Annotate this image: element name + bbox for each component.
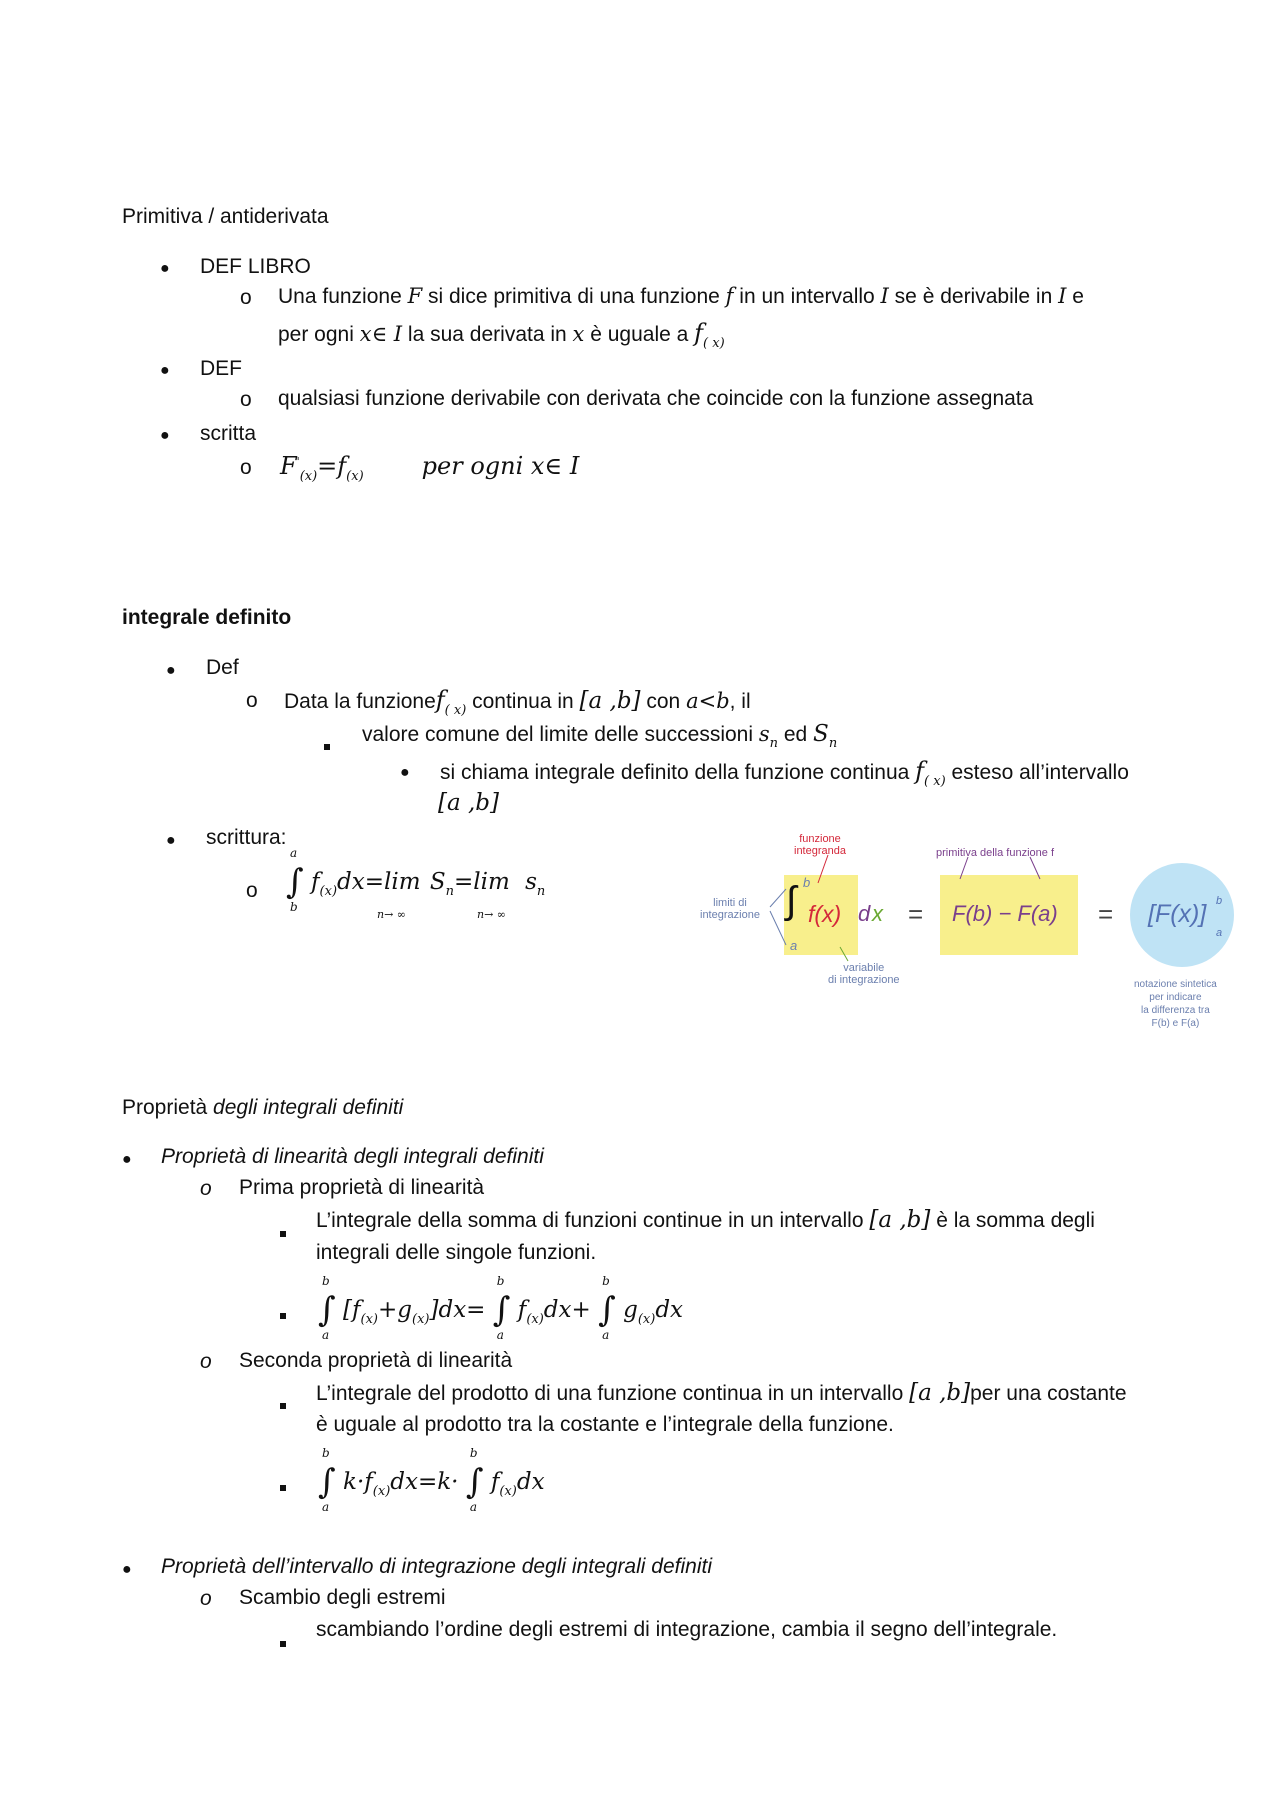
figure-equals-1: =: [908, 899, 924, 929]
linearita-formula-2: b ∫ a $k\cdot f_{(x)}dx=k\cdot$ b ∫ a $f_{(x)}dx$: [318, 1446, 545, 1514]
integral-notation-figure: [700, 835, 1240, 1035]
label-primitiva: primitiva della funzione f: [936, 847, 1055, 859]
bullet-icon: ●: [166, 662, 176, 679]
sub-bullet-icon: o: [200, 1177, 212, 1200]
sub-bullet-icon: o: [200, 1350, 212, 1373]
primitiva-formula: $F'_{(x)}=f_{(x)}$ per ogni x∈ I: [280, 452, 580, 484]
square-bullet-icon: [280, 1300, 286, 1325]
integral-sign: b ∫ a: [318, 1274, 336, 1342]
figure-integral-sign: ∫: [786, 880, 797, 922]
integral-sign: b ∫ a: [492, 1274, 511, 1342]
sub-bullet-icon: o: [246, 879, 258, 902]
prima-text-line2: integrali delle singole funzioni.: [316, 1241, 597, 1264]
bullet-icon: ●: [122, 1561, 132, 1578]
figure-d: d: [858, 901, 871, 926]
sub-bullet-icon: o: [240, 456, 252, 479]
integrale-def-line3: si chiama integrale definito della funzione continua $f_{( x)}$ esteso all’intervallo: [440, 757, 1129, 789]
integral-sign: a ∫ b: [286, 846, 304, 914]
integral-sign: b ∫ a: [318, 1446, 336, 1514]
def-libro-label: DEF LIBRO: [200, 255, 311, 278]
square-bullet-icon: [280, 1218, 286, 1243]
bullet-icon: ●: [160, 427, 170, 444]
figure-bracket-b: b: [1216, 895, 1223, 907]
def-label-2: Def: [206, 656, 239, 679]
sub-bullet-icon: o: [240, 388, 252, 411]
prima-proprieta: Prima proprietà di linearità: [239, 1176, 485, 1199]
seconda-text-line2: è uguale al prodotto tra la costante e l’integrale della funzione.: [316, 1413, 894, 1436]
section-title-proprieta: Proprietà degli integrali definiti: [122, 1096, 404, 1119]
def-label: DEF: [200, 357, 242, 380]
integral-sign: b ∫ a: [598, 1274, 616, 1342]
square-bullet-icon: [280, 1390, 286, 1415]
section-title-integrale-definito: integrale definito: [122, 606, 292, 629]
bullet-icon: ●: [160, 362, 170, 379]
linearita-title: Proprietà di linearità degli integrali definiti: [161, 1145, 544, 1168]
integral-sign: b ∫ a: [465, 1446, 484, 1514]
def-libro-text-line2: per ogni x∈ I la sua derivata in x è uguale a $f_{( x)}$: [278, 319, 725, 351]
figure-lower-a: a: [790, 938, 798, 953]
section-title-primitiva: Primitiva / antiderivata: [122, 205, 329, 228]
scambio-estremi: Scambio degli estremi: [239, 1586, 446, 1609]
prima-text-line1: L’integrale della somma di funzioni continue in un intervallo [a ,b] è la somma degli: [316, 1207, 1095, 1233]
label-notazione: notazione sintetica per indicare la differenza tra F(b) e F(a): [1134, 979, 1217, 1029]
figure-equals-2: =: [1098, 899, 1114, 929]
list-item: [160, 254, 170, 279]
label-variabile: variabile di integrazione: [828, 962, 900, 987]
square-bullet-icon: [324, 731, 330, 756]
figure-fx: f(x): [808, 901, 842, 927]
seconda-text-line1: L’integrale del prodotto di una funzione continua in un intervallo [a ,b]per una costante: [316, 1380, 1127, 1406]
bullet-icon: ●: [160, 260, 170, 277]
label-integranda: funzione integranda: [794, 833, 846, 858]
seconda-proprieta: Seconda proprietà di linearità: [239, 1349, 513, 1372]
integrale-def-line1: Data la funzionef$_{( x)}$ continua in [a ,b] con a<b, il: [284, 686, 751, 718]
figure-upper-b: b: [803, 875, 811, 890]
integrale-def-line2: valore comune del limite delle successioni $s_n$ ed $S_n$: [362, 721, 838, 751]
figure-bracket: [F(x)]: [1148, 900, 1207, 928]
linearita-formula-1: b ∫ a $[f_{(x)}+g_{(x)}]dx=$ b ∫ a $f_{(x)}dx+$ b ∫ a $g_{(x)}dx$: [318, 1274, 684, 1342]
bullet-icon: ●: [166, 832, 176, 849]
scrittura-label: scrittura:: [206, 826, 287, 849]
sub-bullet-icon: o: [200, 1587, 212, 1610]
square-bullet-icon: [280, 1472, 286, 1497]
figure-bracket-a: a: [1216, 927, 1223, 939]
interval-ab: [a ,b]: [438, 790, 500, 816]
integrale-formula: a ∫ b $f_{(x)}dx=\lim$ n→ ∞ $S_n=\lim$ n→ ∞ $s_n$: [286, 846, 546, 921]
square-bullet-icon: [280, 1628, 286, 1653]
def-text: qualsiasi funzione derivabile con derivata che coincide con la funzione assegnata: [278, 387, 1034, 410]
intervallo-title: Proprietà dell’intervallo di integrazione degli integrali definiti: [161, 1555, 712, 1578]
scambio-text: scambiando l’ordine degli estremi di integrazione, cambia il segno dell’integrale.: [316, 1618, 1058, 1641]
def-libro-text-line1: Una funzione F si dice primitiva di una funzione f in un intervallo I se è derivabile in I e: [278, 284, 1084, 308]
bullet-icon: ●: [400, 764, 410, 781]
bullet-icon: ●: [122, 1151, 132, 1168]
sub-bullet-icon: o: [240, 286, 252, 309]
sub-bullet-icon: o: [246, 689, 258, 712]
scritta-label: scritta: [200, 422, 257, 445]
figure-x: x: [872, 901, 883, 926]
figure-fb-fa: F(b) − F(a): [952, 901, 1058, 926]
label-limiti: limiti di integrazione: [700, 897, 760, 922]
